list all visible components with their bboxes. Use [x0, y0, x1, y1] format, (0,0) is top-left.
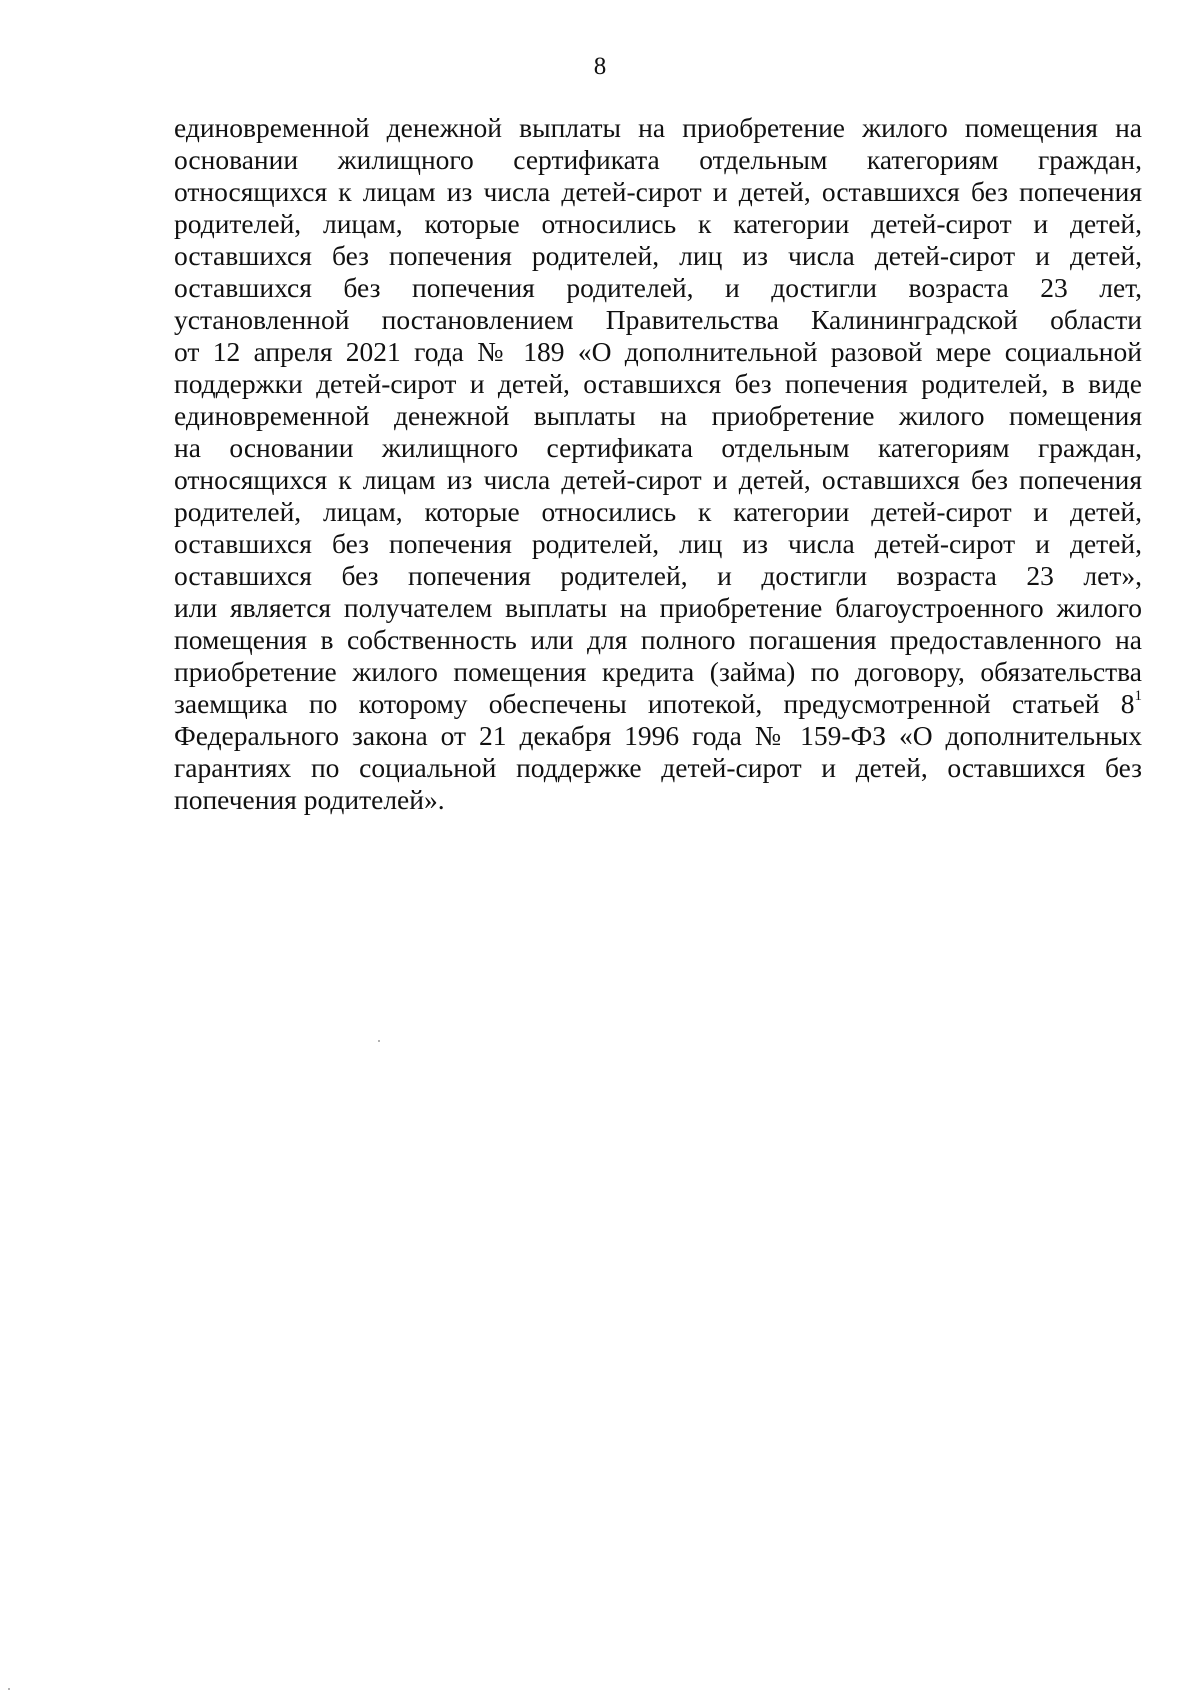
text-line: помещения в собственность или для полного погашения предоставленного на: [174, 624, 1142, 655]
text-line: относящихся к лицам из числа детей-сирот и детей, оставшихся без попечения: [174, 176, 1142, 207]
body-paragraph: [174, 112, 1142, 816]
text-line: Федерального закона от 21 декабря 1996 года № 159-ФЗ «О дополнительных: [174, 720, 1142, 751]
text-line: оставшихся без попечения родителей, и достигли возраста 23 лет»,: [174, 560, 1142, 591]
text-line: единовременной денежной выплаты на приобретение жилого помещения: [174, 400, 1142, 431]
scan-speck: [8, 1688, 10, 1690]
text-line: родителей, лицам, которые относились к категории детей-сирот и детей,: [174, 208, 1142, 239]
text-line: относящихся к лицам из числа детей-сирот и детей, оставшихся без попечения: [174, 464, 1142, 495]
text-line-last: попечения родителей».: [174, 784, 445, 815]
scan-speck: [378, 1040, 380, 1042]
text-line: единовременной денежной выплаты на приобретение жилого помещения на: [174, 112, 1142, 143]
text-line: приобретение жилого помещения кредита (займа) по договору, обязательства: [174, 656, 1142, 687]
text-line: от 12 апреля 2021 года № 189 «О дополнительной разовой мере социальной: [174, 336, 1142, 367]
superscript-one: 1: [1134, 687, 1142, 704]
text-line: оставшихся без попечения родителей, лиц из числа детей-сирот и детей,: [174, 240, 1142, 271]
text-line: родителей, лицам, которые относились к категории детей-сирот и детей,: [174, 496, 1142, 527]
text-line: оставшихся без попечения родителей, лиц из числа детей-сирот и детей,: [174, 528, 1142, 559]
text-line: на основании жилищного сертификата отдельным категориям граждан,: [174, 432, 1142, 463]
text-line: или является получателем выплаты на приобретение благоустроенного жилого: [174, 592, 1142, 623]
text-line: оставшихся без попечения родителей, и достигли возраста 23 лет,: [174, 272, 1142, 303]
text-line: поддержки детей-сирот и детей, оставшихся без попечения родителей, в виде: [174, 368, 1142, 399]
text-line: установленной постановлением Правительства Калининградской области: [174, 304, 1142, 335]
text-line-with-superscript: [174, 688, 1142, 720]
text-line-body: заемщика по которому обеспечены ипотекой, предусмотренной статьей 8: [174, 688, 1135, 719]
text-line: гарантиях по социальной поддержке детей-сирот и детей, оставшихся без: [174, 752, 1142, 783]
text-line: основании жилищного сертификата отдельным категориям граждан,: [174, 144, 1142, 175]
page-number: 8: [593, 53, 607, 80]
